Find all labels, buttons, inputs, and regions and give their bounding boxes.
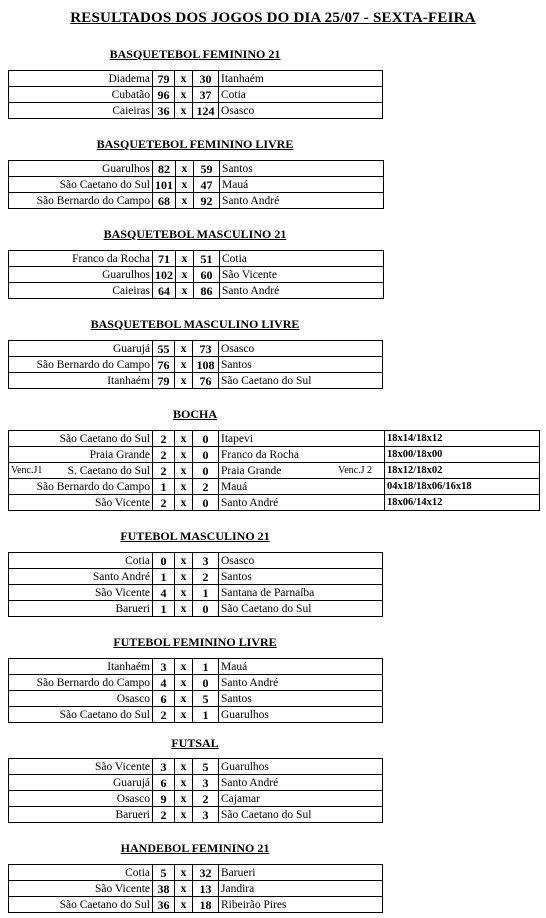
away-team (219, 691, 383, 707)
away-score: 2 (193, 479, 219, 495)
away-team-name: Santos (222, 162, 253, 175)
home-team (9, 87, 153, 103)
section-title: FUTEBOL MASCULINO 21 (120, 529, 270, 543)
table-row (9, 553, 383, 569)
table-row (9, 659, 383, 675)
section-title: FUTEBOL FEMININO LIVRE (113, 635, 277, 649)
versus-separator: x (175, 71, 193, 87)
away-team-name: Osasco (221, 342, 255, 355)
table-row (9, 691, 383, 707)
versus-separator: x (175, 553, 193, 569)
away-score: 3 (193, 807, 219, 823)
away-team (219, 431, 385, 447)
section-title: FUTSAL (171, 736, 219, 750)
home-team-name: Cubatão (111, 88, 150, 101)
versus-separator: x (175, 447, 193, 463)
away-team-name: Santo André (222, 194, 280, 207)
away-team-name: São Vicente (222, 268, 277, 281)
versus-separator: x (175, 103, 193, 119)
versus-separator: x (175, 479, 193, 495)
table-row (9, 807, 383, 823)
versus-separator: x (175, 585, 193, 601)
away-team-name: Guarulhos (221, 708, 269, 721)
home-team (9, 569, 153, 585)
table-row (9, 675, 383, 691)
results-table (8, 250, 384, 299)
away-team (219, 103, 383, 119)
away-team-name: Santo André (221, 496, 279, 509)
away-team (219, 707, 383, 723)
home-team-name: Itanhaém (107, 374, 150, 387)
home-score: 3 (153, 659, 175, 675)
home-score: 2 (153, 447, 175, 463)
versus-separator: x (176, 177, 194, 193)
away-team-name: Franco da Rocha (221, 448, 299, 461)
away-team-name: Itanhaém (221, 72, 264, 85)
table-row (9, 897, 383, 913)
home-score: 82 (153, 161, 176, 177)
away-team (219, 675, 383, 691)
home-team-name: Diadema (108, 72, 150, 85)
section-title: BASQUETEBOL FEMININO LIVRE (96, 137, 294, 151)
versus-separator: x (175, 691, 193, 707)
away-team-name: Osasco (221, 554, 255, 567)
home-team-name: São Caetano do Sul (59, 432, 150, 445)
home-team-name: São Vicente (95, 496, 150, 509)
versus-separator: x (176, 251, 194, 267)
away-score: 0 (193, 675, 219, 691)
versus-separator: x (175, 357, 193, 373)
table-row (9, 791, 383, 807)
away-team (219, 495, 385, 511)
away-team-name: Praia Grande (221, 464, 282, 477)
away-team (219, 881, 383, 897)
home-team-name: São Bernardo do Campo (36, 194, 150, 207)
away-team (219, 585, 383, 601)
home-team-name: São Vicente (95, 760, 150, 773)
table-row (9, 71, 383, 87)
home-score: 1 (153, 569, 175, 585)
table-row (9, 585, 383, 601)
versus-separator: x (175, 881, 193, 897)
away-score: 3 (193, 775, 219, 791)
table-row (9, 251, 384, 267)
home-team (9, 177, 153, 193)
home-score: 4 (153, 675, 175, 691)
results-table (8, 658, 383, 723)
home-team-name: Franco da Rocha (72, 252, 150, 265)
away-score: 73 (193, 341, 219, 357)
away-team-name: Cotia (221, 88, 246, 101)
away-team-name: Santo André (221, 676, 279, 689)
table-row (9, 341, 383, 357)
home-team (9, 807, 153, 823)
results-table (8, 758, 383, 823)
away-score: 0 (193, 431, 219, 447)
away-team-name: São Caetano do Sul (221, 374, 312, 387)
home-team-name: São Caetano do Sul (59, 898, 150, 911)
table-row (9, 479, 540, 495)
away-team (219, 463, 385, 479)
away-team (219, 775, 383, 791)
home-team-name: São Bernardo do Campo (36, 480, 150, 493)
results-table (8, 864, 383, 913)
winner-note: Venc.J1 (11, 464, 43, 476)
versus-separator: x (175, 807, 193, 823)
home-team (9, 251, 153, 267)
table-row (9, 759, 383, 775)
set-scores: 18x06/14x12 (385, 495, 540, 511)
home-team-name: Cotia (125, 554, 150, 567)
home-team-name: São Vicente (95, 882, 150, 895)
away-team-name: Jandira (221, 882, 255, 895)
home-score: 2 (153, 431, 175, 447)
home-score: 64 (153, 283, 176, 299)
home-team-name: Barueri (115, 808, 150, 821)
home-score: 76 (153, 357, 175, 373)
results-table (8, 160, 384, 209)
home-team (9, 71, 153, 87)
versus-separator: x (175, 675, 193, 691)
away-team (219, 865, 383, 881)
away-score: 37 (193, 87, 219, 103)
away-team (219, 357, 383, 373)
home-team (9, 553, 153, 569)
away-score: 51 (194, 251, 220, 267)
home-score: 5 (153, 865, 175, 881)
home-team-name: Guarulhos (102, 268, 150, 281)
away-team (220, 267, 384, 283)
home-team (9, 691, 153, 707)
away-team (219, 71, 383, 87)
away-score: 5 (193, 691, 219, 707)
home-team (9, 373, 153, 389)
table-row (9, 463, 540, 479)
results-table (8, 430, 540, 511)
home-team (9, 601, 153, 617)
away-team (219, 807, 383, 823)
home-team-name: São Caetano do Sul (59, 708, 150, 721)
results-table (8, 70, 383, 119)
home-team (9, 161, 153, 177)
home-team (9, 447, 153, 463)
home-team (9, 463, 153, 479)
table-row (9, 283, 384, 299)
versus-separator: x (175, 87, 193, 103)
home-score: 2 (153, 463, 175, 479)
table-row (9, 495, 540, 511)
section-title: BOCHA (172, 407, 217, 421)
away-score: 1 (193, 659, 219, 675)
home-team (9, 479, 153, 495)
away-team (220, 251, 384, 267)
versus-separator: x (176, 283, 194, 299)
home-score: 101 (153, 177, 176, 193)
versus-separator: x (175, 707, 193, 723)
away-team-name: Guarulhos (221, 760, 269, 773)
section-title: BASQUETEBOL MASCULINO 21 (103, 227, 287, 241)
versus-separator: x (175, 431, 193, 447)
away-score: 0 (193, 447, 219, 463)
away-team (219, 447, 385, 463)
away-score: 30 (193, 71, 219, 87)
home-score: 1 (153, 479, 175, 495)
table-row (9, 447, 540, 463)
set-scores: 04x18/18x06/16x18 (385, 479, 540, 495)
away-team-name: Cotia (222, 252, 247, 265)
home-team (9, 791, 153, 807)
home-team-name: São Bernardo do Campo (36, 676, 150, 689)
away-team-name: Santo André (221, 776, 279, 789)
versus-separator: x (175, 495, 193, 511)
away-score: 13 (193, 881, 219, 897)
away-team (220, 161, 384, 177)
results-table (8, 340, 383, 389)
away-team (219, 479, 385, 495)
versus-separator: x (175, 659, 193, 675)
away-score: 86 (194, 283, 220, 299)
home-team (9, 103, 153, 119)
home-score: 36 (153, 103, 175, 119)
away-score: 92 (194, 193, 220, 209)
home-score: 79 (153, 71, 175, 87)
away-score: 5 (193, 759, 219, 775)
home-team (9, 357, 153, 373)
away-team (219, 791, 383, 807)
versus-separator: x (175, 759, 193, 775)
table-row (9, 161, 384, 177)
home-score: 2 (153, 495, 175, 511)
away-score: 124 (193, 103, 219, 119)
versus-separator: x (175, 341, 193, 357)
versus-separator: x (176, 193, 194, 209)
set-scores: 18x12/18x02 (385, 463, 540, 479)
table-row (9, 373, 383, 389)
away-team (219, 87, 383, 103)
away-team-name: Barueri (221, 866, 256, 879)
home-team (9, 283, 153, 299)
home-team-name: Santo André (92, 570, 150, 583)
away-team (219, 759, 383, 775)
away-score: 2 (193, 569, 219, 585)
home-team-name: Osasco (116, 692, 150, 705)
away-team-name: Ribeirão Pires (221, 898, 287, 911)
home-score: 96 (153, 87, 175, 103)
home-score: 0 (153, 553, 175, 569)
away-team (219, 569, 383, 585)
home-score: 71 (153, 251, 176, 267)
results-table (8, 552, 383, 617)
table-row (9, 431, 540, 447)
away-score: 0 (193, 495, 219, 511)
home-score: 6 (153, 775, 175, 791)
set-scores: 18x14/18x12 (385, 431, 540, 447)
table-row (9, 87, 383, 103)
home-team-name: Guarujá (112, 342, 150, 355)
table-row (9, 707, 383, 723)
home-score: 9 (153, 791, 175, 807)
away-score: 76 (193, 373, 219, 389)
away-team-name: Osasco (221, 104, 255, 117)
away-team-name: Itapevi (221, 432, 253, 445)
home-team-name: Barueri (115, 602, 150, 615)
away-team-name: Santo André (222, 284, 280, 297)
home-team-name: Praia Grande (89, 448, 150, 461)
away-score: 18 (193, 897, 219, 913)
home-team (9, 881, 153, 897)
away-team (219, 897, 383, 913)
table-row (9, 775, 383, 791)
home-score: 55 (153, 341, 175, 357)
away-score: 59 (194, 161, 220, 177)
away-score: 2 (193, 791, 219, 807)
home-team (9, 193, 153, 209)
away-team-name: Santana de Parnaíba (221, 586, 315, 599)
away-team-name: Mauá (222, 178, 249, 191)
home-team (9, 897, 153, 913)
table-row (9, 881, 383, 897)
away-team-name: São Caetano do Sul (221, 602, 312, 615)
away-score: 0 (193, 463, 219, 479)
versus-separator: x (176, 161, 194, 177)
away-score: 1 (193, 707, 219, 723)
away-score: 60 (194, 267, 220, 283)
table-row (9, 103, 383, 119)
home-team (9, 759, 153, 775)
away-score: 108 (193, 357, 219, 373)
home-team-name: Guarulhos (102, 162, 150, 175)
table-row (9, 267, 384, 283)
table-row (9, 357, 383, 373)
home-team-name: Cotia (125, 866, 150, 879)
away-score: 1 (193, 585, 219, 601)
home-team (9, 775, 153, 791)
home-score: 1 (153, 601, 175, 617)
home-score: 38 (153, 881, 175, 897)
section-title: BASQUETEBOL FEMININO 21 (109, 47, 281, 61)
section-title: HANDEBOL FEMININO 21 (120, 841, 270, 855)
away-team (220, 177, 384, 193)
home-team-name: São Bernardo do Campo (36, 358, 150, 371)
home-team (9, 585, 153, 601)
table-row (9, 601, 383, 617)
home-score: 4 (153, 585, 175, 601)
versus-separator: x (175, 373, 193, 389)
away-score: 0 (193, 601, 219, 617)
home-score: 102 (153, 267, 176, 283)
away-team-name: Mauá (221, 480, 248, 493)
away-team (220, 193, 384, 209)
away-team (219, 553, 383, 569)
versus-separator: x (175, 775, 193, 791)
versus-separator: x (175, 897, 193, 913)
away-team (219, 659, 383, 675)
versus-separator: x (176, 267, 194, 283)
versus-separator: x (175, 601, 193, 617)
away-team-name: Cajamar (221, 792, 260, 805)
versus-separator: x (175, 791, 193, 807)
home-score: 3 (153, 759, 175, 775)
table-row (9, 569, 383, 585)
table-row (9, 193, 384, 209)
home-team-name: Caieiras (112, 104, 150, 117)
home-team (9, 341, 153, 357)
away-team-name: São Caetano do Sul (221, 808, 312, 821)
winner-note: Venc.J 2 (338, 464, 372, 476)
away-score: 47 (194, 177, 220, 193)
table-row (9, 865, 383, 881)
home-team-name: São Caetano do Sul (59, 178, 150, 191)
table-row (9, 177, 384, 193)
away-team-name: Santos (221, 692, 252, 705)
home-score: 36 (153, 897, 175, 913)
home-score: 2 (153, 807, 175, 823)
versus-separator: x (175, 569, 193, 585)
home-team-name: S. Caetano do Sul (67, 464, 150, 477)
home-team-name: Guarujá (112, 776, 150, 789)
away-score: 3 (193, 553, 219, 569)
versus-separator: x (175, 865, 193, 881)
home-team-name: Caieiras (112, 284, 150, 297)
home-score: 6 (153, 691, 175, 707)
home-team (9, 495, 153, 511)
away-team-name: Santos (221, 570, 252, 583)
home-team-name: Itanhaém (107, 660, 150, 673)
home-score: 79 (153, 373, 175, 389)
page-title: RESULTADOS DOS JOGOS DO DIA 25/07 - SEXTA-FEIRA (70, 10, 476, 26)
home-team (9, 659, 153, 675)
away-team (219, 341, 383, 357)
away-team-name: Mauá (221, 660, 248, 673)
home-team (9, 707, 153, 723)
home-team (9, 865, 153, 881)
home-score: 2 (153, 707, 175, 723)
home-team-name: Osasco (116, 792, 150, 805)
home-score: 68 (153, 193, 176, 209)
versus-separator: x (175, 463, 193, 479)
away-team-name: Santos (221, 358, 252, 371)
home-team (9, 431, 153, 447)
home-team-name: São Vicente (95, 586, 150, 599)
home-team (9, 267, 153, 283)
away-score: 32 (193, 865, 219, 881)
section-title: BASQUETEBOL MASCULINO LIVRE (90, 317, 300, 331)
home-team (9, 675, 153, 691)
away-team (219, 373, 383, 389)
away-team (219, 601, 383, 617)
set-scores: 18x00/18x00 (385, 447, 540, 463)
away-team (220, 283, 384, 299)
